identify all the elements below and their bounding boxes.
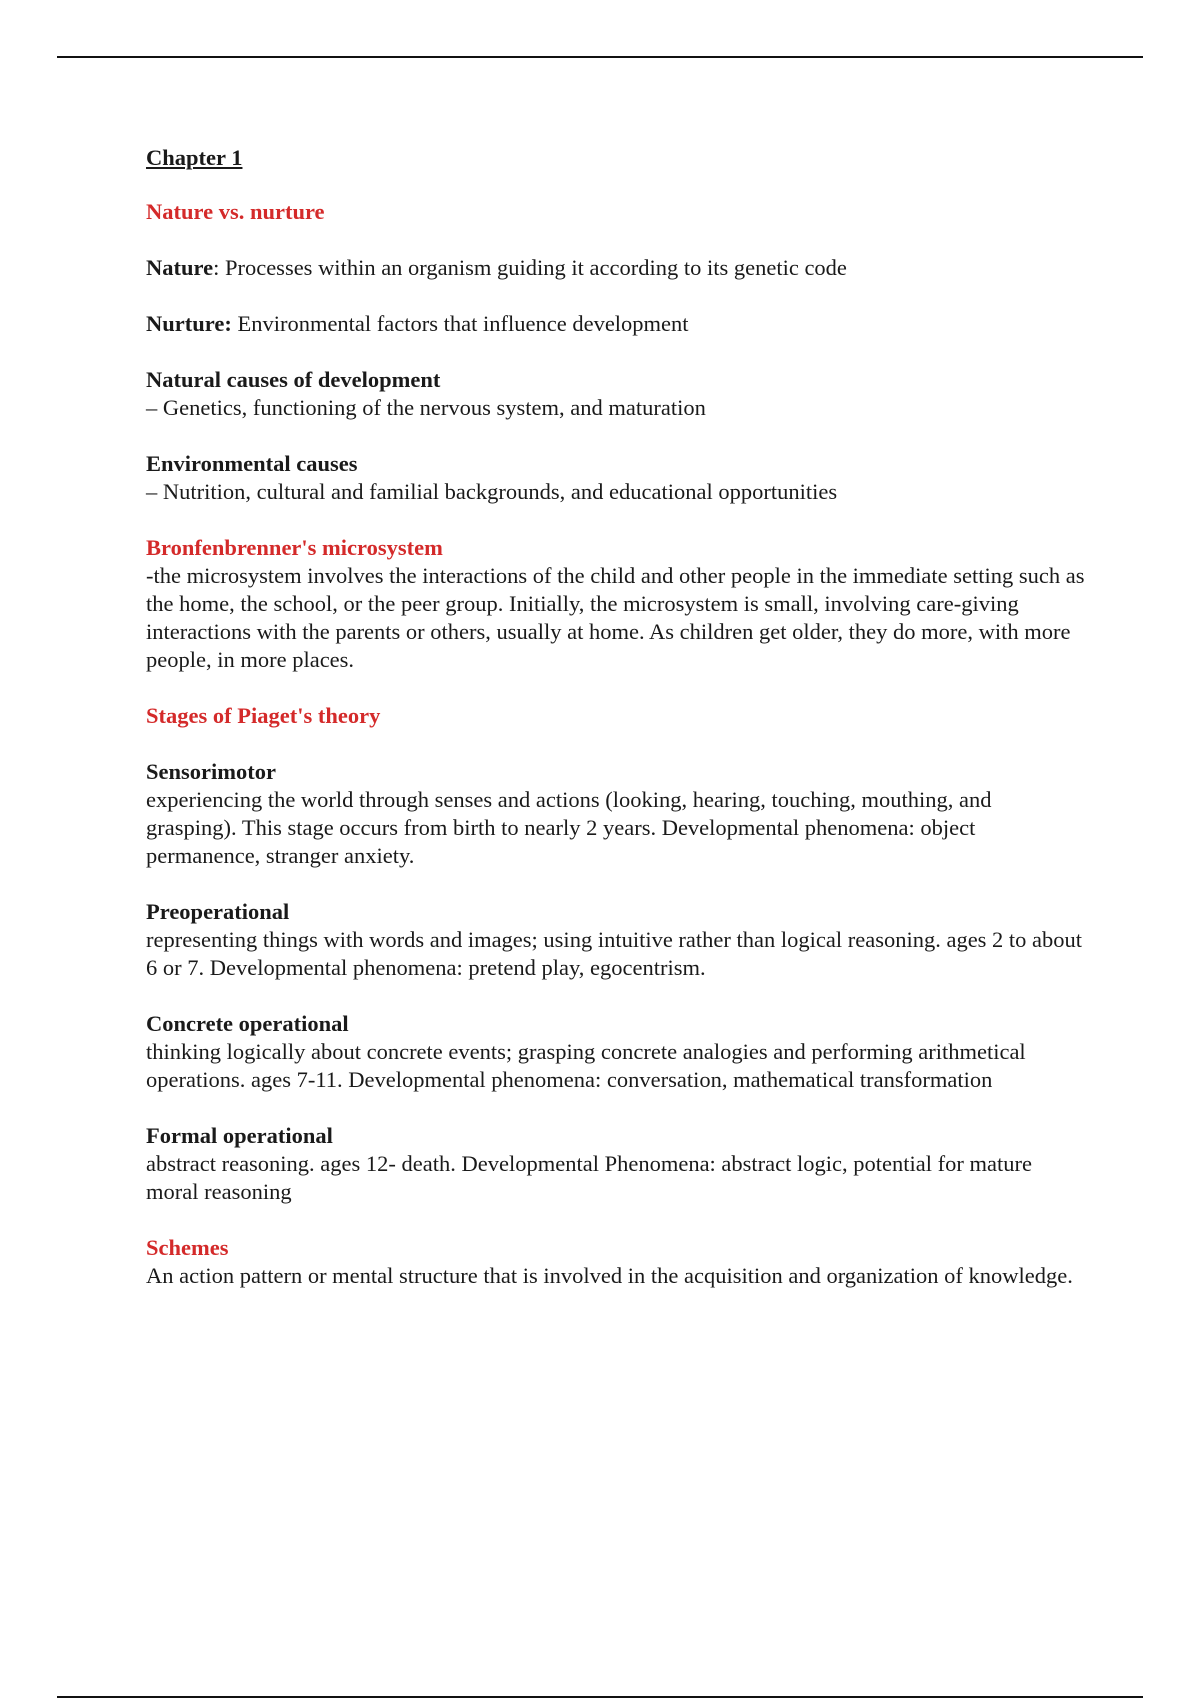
nurture-def-text: Environmental factors that influence development (231, 311, 689, 336)
document-body (146, 144, 1086, 1290)
stage-title-preoperational: Preoperational (146, 899, 290, 924)
schemes-text: An action pattern or mental structure that is involved in the acquisition and organization of knowledge. (146, 1263, 1073, 1288)
bronfenbrenner-text: -the microsystem involves the interactions of the child and other people in the immediate setting such as the home, the school, or the peer group. Initially, the microsystem is small, involving care-giving interactions with the parents or others, usually at home. As children get older, they do more, with more people, in more places. (146, 563, 1085, 672)
top-rule (57, 56, 1143, 58)
stage-text-preoperational: representing things with words and images; using intuitive rather than logical reasoning. ages 2 to about 6 or 7. Developmental phenomena: pretend play, egocentrism. (146, 927, 1083, 980)
chapter-title: Chapter 1 (146, 145, 243, 170)
environmental-causes-text: – Nutrition, cultural and familial backgrounds, and educational opportunities (146, 479, 838, 504)
stage-text-concrete-operational: thinking logically about concrete events; grasping concrete analogies and performing arithmetical operations. ages 7-11. Developmental phenomena: conversation, mathematical transformation (146, 1039, 1026, 1092)
section-heading-nature-nurture: Nature vs. nurture (146, 199, 325, 224)
nature-definition (146, 254, 1086, 282)
nurture-term: Nurture: (146, 311, 232, 336)
section-heading-schemes: Schemes (146, 1235, 229, 1260)
stage-title-concrete-operational: Concrete operational (146, 1011, 349, 1036)
environmental-causes-title: Environmental causes (146, 451, 358, 476)
section-heading-bronfenbrenner: Bronfenbrenner's microsystem (146, 535, 443, 560)
section-heading-piaget: Stages of Piaget's theory (146, 703, 381, 728)
natural-causes-title: Natural causes of development (146, 367, 441, 392)
bottom-rule (57, 1696, 1143, 1698)
stage-title-formal-operational: Formal operational (146, 1123, 333, 1148)
stage-text-formal-operational: abstract reasoning. ages 12- death. Developmental Phenomena: abstract logic, potential for mature moral reasoning (146, 1151, 1032, 1204)
nurture-definition (146, 310, 1086, 338)
nature-term: Nature (146, 255, 214, 280)
natural-causes-text: – Genetics, functioning of the nervous system, and maturation (146, 395, 706, 420)
nature-def-text: : Processes within an organism guiding it according to its genetic code (213, 255, 847, 280)
stage-title-sensorimotor: Sensorimotor (146, 759, 276, 784)
stage-text-sensorimotor: experiencing the world through senses and actions (looking, hearing, touching, mouthing, and grasping). This stage occurs from birth to nearly 2 years. Developmental phenomena: object permanence, stranger anxiety. (146, 787, 992, 868)
